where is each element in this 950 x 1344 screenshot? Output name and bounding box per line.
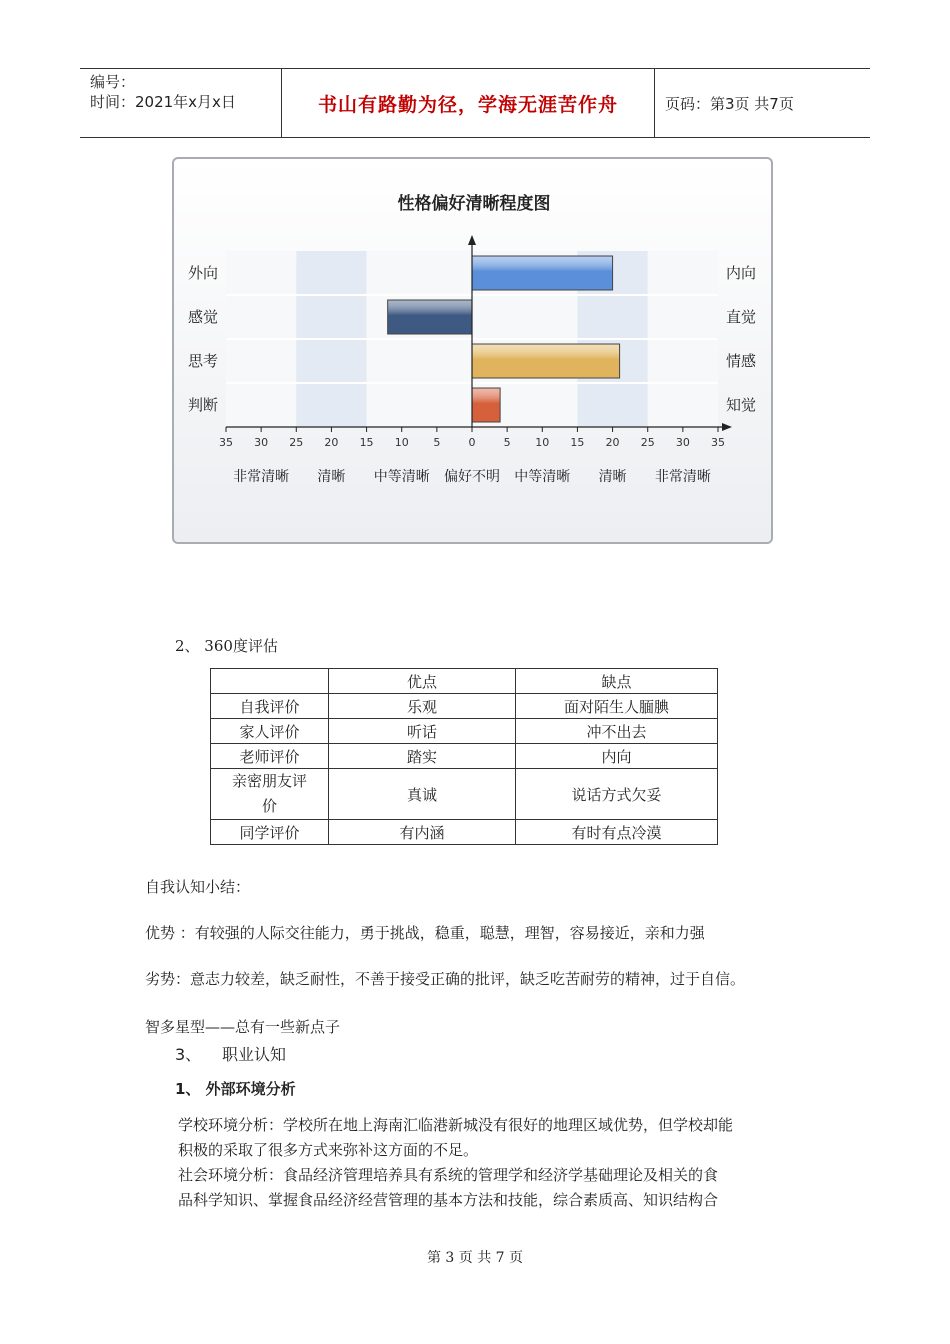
chart-tick-label: 25 — [289, 436, 304, 449]
society-analysis-line-2: 品科学知识、掌握食品经济经营管理的基本方法和技能，综合素质高、知识结构合 — [178, 1191, 719, 1209]
chart-left-label: 外向 — [188, 264, 219, 282]
chart-tick-label: 30 — [675, 436, 690, 449]
chart-bar-highlight — [472, 388, 500, 422]
summary-title: 自我认知小结： — [145, 878, 251, 896]
table-cell: 同学评价 — [211, 820, 329, 845]
chart-tick-label: 35 — [711, 436, 725, 449]
chart-left-label: 感觉 — [188, 308, 219, 326]
preference-clarity-chart — [172, 157, 773, 544]
table-cell: 内向 — [516, 744, 718, 769]
chart-band-label: 中等清晰 — [514, 469, 571, 485]
table-row — [211, 719, 718, 744]
table-cell: 亲密朋友评价 — [211, 769, 329, 820]
table-cell: 有时有点冷漠 — [516, 820, 718, 845]
chart-left-label: 思考 — [188, 352, 219, 370]
chart-band-label: 中等清晰 — [373, 469, 430, 485]
table-cell: 真诚 — [329, 769, 516, 820]
chart-tick-label: 5 — [503, 436, 511, 449]
header-motto: 书山有路勤为径，学海无涯苦作舟 — [317, 93, 618, 116]
table-cell: 说话方式欠妥 — [516, 769, 718, 820]
section3-heading-num: 3、 — [175, 1045, 202, 1064]
table-header-row — [211, 669, 718, 694]
summary-advantages: 优势 ：有较强的人际交往能力，勇于挑战，稳重，聪慧，理智，容易接近，亲和力强 — [145, 924, 705, 942]
table-header-cell: 优点 — [329, 669, 516, 694]
chart-band-label: 清晰 — [317, 469, 346, 485]
header-meta-cell — [80, 69, 282, 137]
chart-right-label: 知觉 — [726, 396, 757, 414]
chart-bar-highlight — [472, 256, 613, 290]
table-cell: 踏实 — [329, 744, 516, 769]
summary-disadvantages: 劣势：意志力较差，缺乏耐性，不善于接受正确的批评，缺乏吃苦耐劳的精神，过于自信。 — [145, 970, 746, 988]
header-motto-cell — [282, 69, 655, 137]
table-cell: 家人评价 — [211, 719, 329, 744]
society-analysis-line-1: 社会环境分析：食品经济管理培养具有系统的管理学和经济学基础理论及相关的食 — [178, 1166, 719, 1184]
chart-tick-label: 20 — [605, 436, 620, 449]
chart-band-label: 非常清晰 — [654, 469, 711, 485]
chart-right-label: 内向 — [726, 264, 757, 282]
table-cell: 老师评价 — [211, 744, 329, 769]
chart-right-label: 情感 — [726, 352, 757, 370]
chart-tick-label: 10 — [394, 436, 409, 449]
chart-left-label: 判断 — [188, 396, 219, 414]
external-analysis-heading: 1、 外部环境分析 — [175, 1080, 296, 1098]
chart-band-label: 非常清晰 — [233, 469, 290, 485]
doc-time-label: 时间：2021年x月x日 — [90, 93, 236, 111]
chart-tick-label: 0 — [468, 436, 476, 449]
section-360-heading: 2、 360度评估 — [175, 637, 278, 655]
school-analysis-line-2: 积极的采取了很多方式来弥补这方面的不足。 — [178, 1141, 479, 1159]
chart-tick-label: 10 — [535, 436, 550, 449]
chart-tick-label: 35 — [219, 436, 233, 449]
table-cell: 冲不出去 — [516, 719, 718, 744]
table-row — [211, 744, 718, 769]
school-analysis-line-1: 学校环境分析：学校所在地上海南汇临港新城没有很好的地理区域优势，但学校却能 — [178, 1116, 734, 1134]
table-row — [211, 694, 718, 719]
page-footer: 第 3 页 共 7 页 — [426, 1250, 524, 1266]
table-cell: 乐观 — [329, 694, 516, 719]
table-header-cell — [211, 669, 329, 694]
table-cell: 听话 — [329, 719, 516, 744]
doc-number-label: 编号： — [90, 73, 136, 91]
page-header — [80, 68, 870, 138]
chart-tick-label: 5 — [433, 436, 441, 449]
section3-heading: 职业认知 — [222, 1045, 287, 1064]
summary-type: 智多星型——总有一些新点子 — [145, 1018, 341, 1036]
chart-tick-label: 25 — [640, 436, 655, 449]
table-row — [211, 769, 718, 820]
chart-tick-label: 15 — [359, 436, 374, 449]
table-cell: 自我评价 — [211, 694, 329, 719]
chart-tick-label: 20 — [324, 436, 339, 449]
chart-title: 性格偏好清晰程度图 — [397, 194, 551, 214]
chart-bar-highlight — [388, 300, 472, 334]
chart-tick-label: 15 — [570, 436, 585, 449]
table-cell: 有内涵 — [329, 820, 516, 845]
chart-bar-highlight — [472, 344, 620, 378]
chart-tick-label: 30 — [254, 436, 269, 449]
chart-svg — [174, 159, 771, 542]
table-row — [211, 820, 718, 845]
header-page-cell — [655, 69, 870, 137]
evaluation-table — [210, 668, 718, 845]
chart-band-label: 偏好不明 — [444, 469, 500, 485]
chart-band-label: 清晰 — [598, 469, 627, 485]
chart-right-label: 直觉 — [726, 308, 757, 326]
table-header-cell: 缺点 — [516, 669, 718, 694]
table-cell: 面对陌生人腼腆 — [516, 694, 718, 719]
header-page-info: 页码：第3页 共7页 — [665, 94, 794, 113]
